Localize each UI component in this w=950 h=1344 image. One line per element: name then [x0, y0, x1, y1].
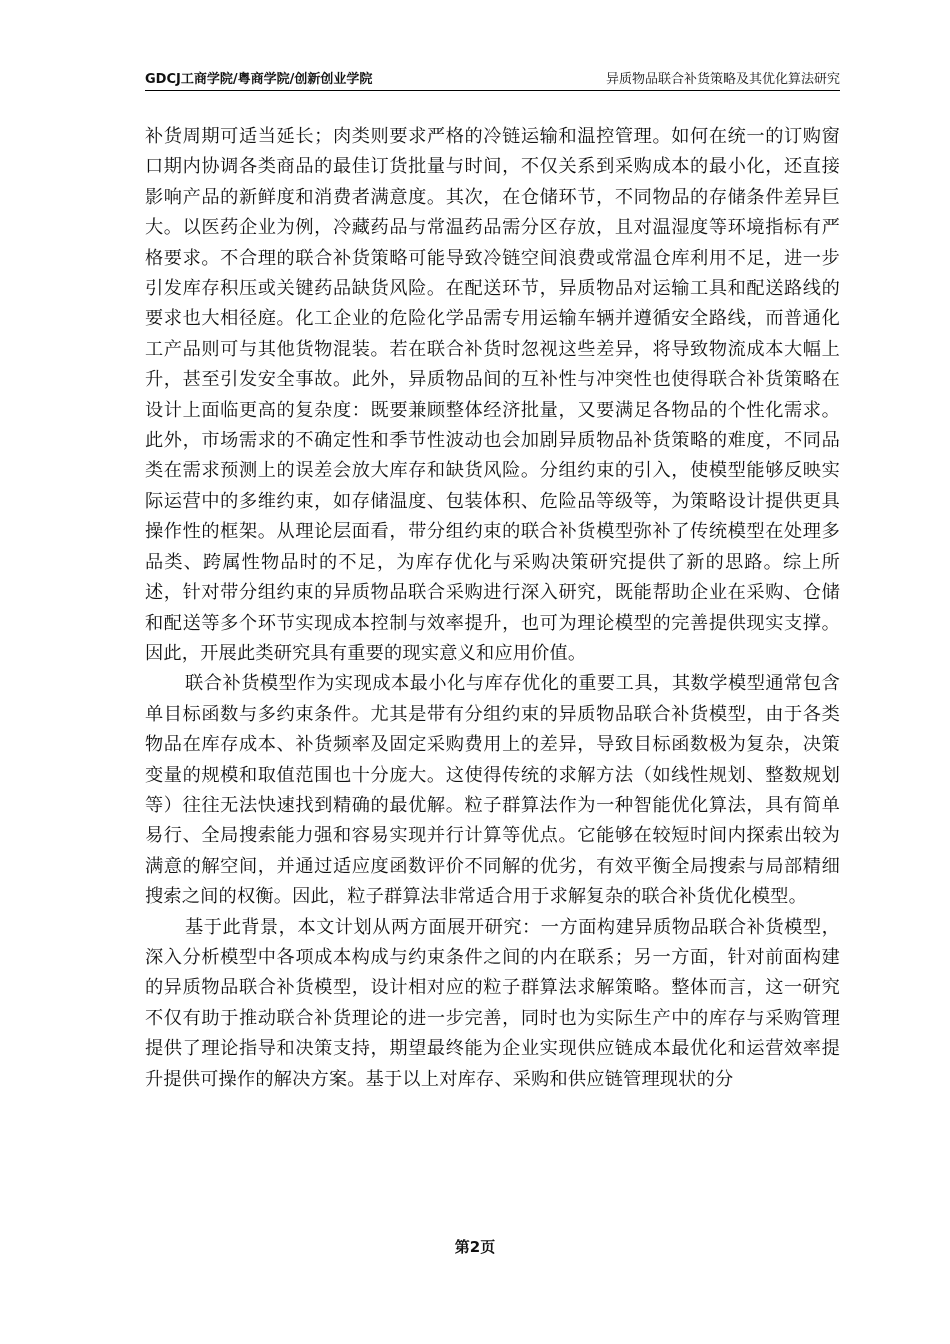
page-header: [145, 66, 840, 91]
paragraph-2: 联合补货模型作为实现成本最小化与库存优化的重要工具，其数学模型通常包含单目标函数与多约束条件。尤其是带有分组约束的异质物品联合补货模型，由于各类物品在库存成本、补货频率及固定采购费用上的差异，导致目标函数极为复杂，决策变量的规模和取值范围也十分庞大。这使得传统的求解方法（如线性规划、整数规划等）往往无法快速找到精确的最优解。粒子群算法作为一种智能优化算法，具有简单易行、全局搜索能力强和容易实现并行计算等优点。它能够在较短时间内探索出较为满意的解空间，并通过适应度函数评价不同解的优劣，有效平衡全局搜索与局部精细搜索之间的权衡。因此，粒子群算法非常适合用于求解复杂的联合补货优化模型。: [145, 673, 840, 908]
header-institution: GDCJ工商学院/粤商学院/创新创业学院: [145, 72, 373, 87]
header-paper-title: 异质物品联合补货策略及其优化算法研究: [605, 72, 840, 87]
paragraph-3: 基于此背景，本文计划从两方面展开研究：一方面构建异质物品联合补货模型，深入分析模型中各项成本构成与约束条件之间的内在联系；另一方面，针对前面构建的异质物品联合补货模型，设计相对应的粒子群算法求解策略。整体而言，这一研究不仅有助于推动联合补货理论的进一步完善，同时也为实际生产中的库存与采购管理提供了理论指导和决策支持，期望最终能为企业实现供应链成本最优化和运营效率提升提供可操作的解决方案。基于以上对库存、采购和供应链管理现状的分: [145, 916, 840, 1090]
page-number: 第2页: [454, 1238, 496, 1256]
paragraph-1: 补货周期可适当延长；肉类则要求严格的冷链运输和温控管理。如何在统一的订购窗口期内协调各类商品的最佳订货批量与时间，不仅关系到采购成本的最小化，还直接影响产品的新鲜度和消费者满意度。其次，在仓储环节，不同物品的存储条件差异巨大。以医药企业为例，冷藏药品与常温药品需分区存放，且对温湿度等环境指标有严格要求。不合理的联合补货策略可能导致冷链空间浪费或常温仓库利用不足，进一步引发库存积压或关键药品缺货风险。在配送环节，异质物品对运输工具和配送路线的要求也大相径庭。化工企业的危险化学品需专用运输车辆并遵循安全路线，而普通化工产品则可与其他货物混装。若在联合补货时忽视这些差异，将导致物流成本大幅上升，甚至引发安全事故。此外，异质物品间的互补性与冲突性也使得联合补货策略在设计上面临更高的复杂度：既要兼顾整体经济批量，又要满足各物品的个性化需求。此外，市场需求的不确定性和季节性波动也会加剧异质物品补货策略的难度，不同品类在需求预测上的误差会放大库存和缺货风险。分组约束的引入，使模型能够反映实际运营中的多维约束，如存储温度、包装体积、危险品等级等，为策略设计提供更具操作性的框架。从理论层面看，带分组约束的联合补货模型弥补了传统模型在处理多品类、跨属性物品时的不足，为库存优化与采购决策研究提供了新的思路。综上所述，针对带分组约束的异质物品联合采购进行深入研究，既能帮助企业在采购、仓储和配送等多个环节实现成本控制与效率提升，也可为理论模型的完善提供现实支撑。因此，开展此类研究具有重要的现实意义和应用价值。: [145, 126, 840, 664]
body-text: [145, 122, 840, 1095]
